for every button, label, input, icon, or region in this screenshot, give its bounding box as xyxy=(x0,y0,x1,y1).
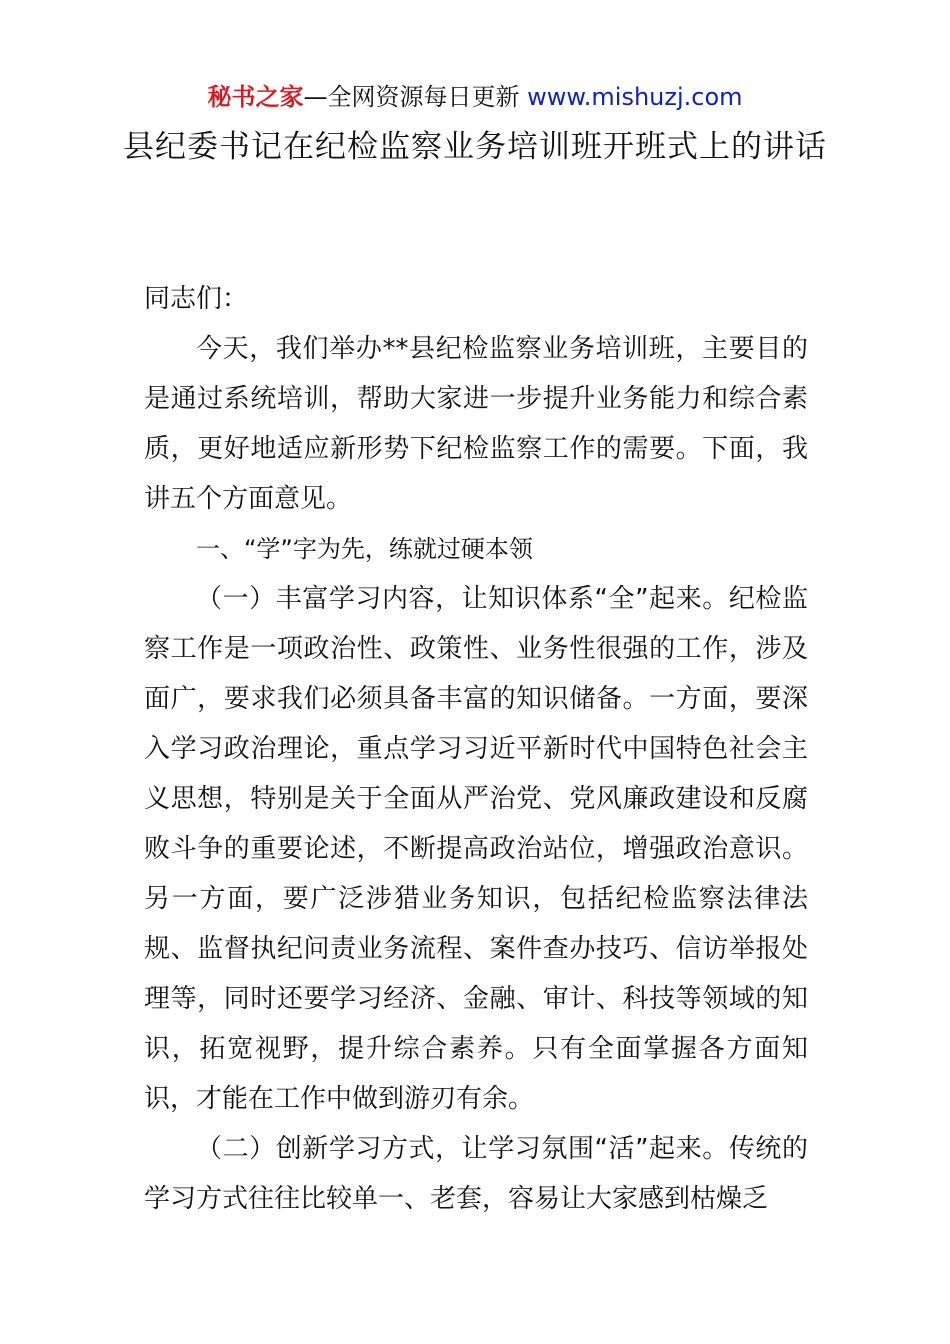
header-tagline: —全网资源每日更新 xyxy=(303,83,528,111)
paragraph-intro: 今天，我们举办**县纪检监察业务培训班，主要目的是通过系统培训，帮助大家进一步提升业务能力和综合素质，更好地适应新形势下纪检监察工作的需要。下面，我讲五个方面意见。 xyxy=(144,334,808,514)
document-title: 县纪委书记在纪检监察业务培训班开班式上的讲话 xyxy=(123,129,827,165)
site-header xyxy=(0,80,950,114)
document-body xyxy=(144,274,808,1224)
section-heading-1: 一、“学”字为先，练就过硬本领 xyxy=(196,535,533,563)
paragraph-1-1: （一）丰富学习内容，让知识体系“全”起来。纪检监察工作是一项政治性、政策性、业务性很强的工作，涉及面广，要求我们必须具备丰富的知识储备。一方面，要深入学习政治理论，重点学习习近平新时代中国特色社会主义思想，特别是关于全面从严治党、党风廉政建设和反腐败斗争的重要论述，不断提高政治站位，增强政治意识。另一方面，要广泛涉猎业务知识，包括纪检监察法律法规、监督执纪问责业务流程、案件查办技巧、信访举报处理等，同时还要学习经济、金融、审计、科技等领域的知识，拓宽视野，提升综合素养。只有全面掌握各方面知识，才能在工作中做到游刃有余。 xyxy=(144,584,808,1114)
brand-name: 秘书之家 xyxy=(207,83,304,111)
salutation: 同志们： xyxy=(144,284,249,314)
paragraph-1-2: （二）创新学习方式，让学习氛围“活”起来。传统的学习方式往往比较单一、老套，容易让大家感到枯燥乏 xyxy=(144,1134,808,1214)
site-url: www.mishuzj.com xyxy=(527,83,743,111)
